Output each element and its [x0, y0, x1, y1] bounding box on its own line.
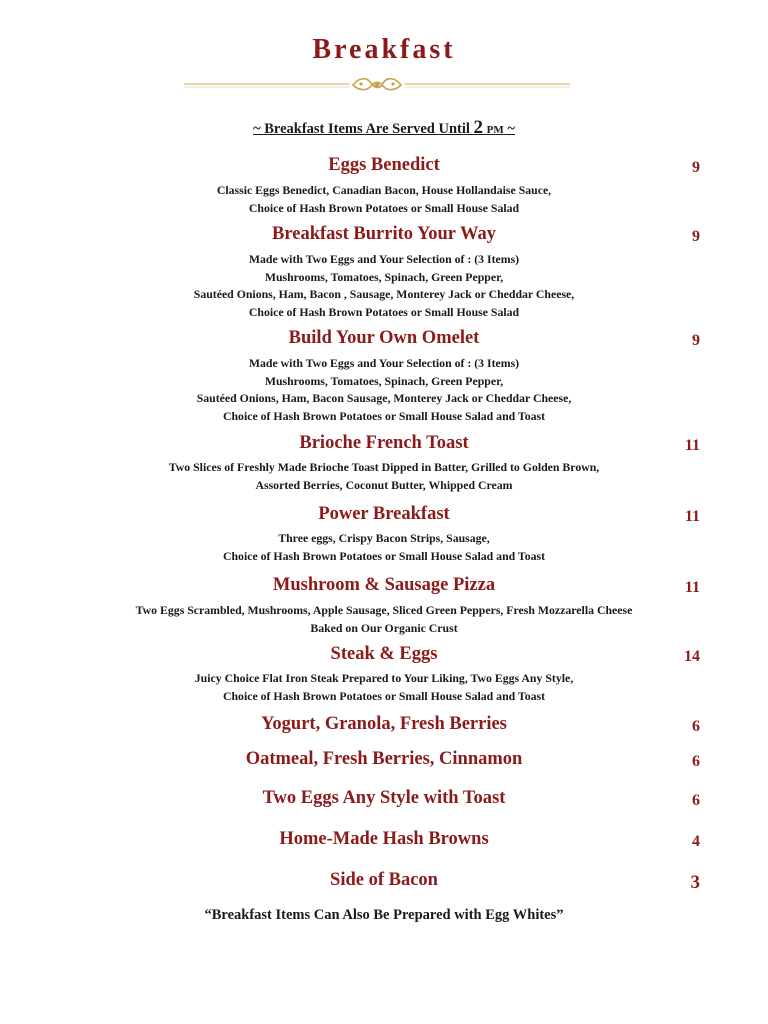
menu-item-description — [0, 355, 768, 425]
serving-hours-prefix: ~ Breakfast Items Are Served Until — [253, 121, 474, 137]
menu-item-name: Breakfast Burrito Your Way — [272, 224, 496, 244]
description-line: Juicy Choice Flat Iron Steak Prepared to Your Liking, Two Eggs Any Style, — [194, 671, 574, 685]
menu-item-name: Home-Made Hash Browns — [279, 829, 489, 849]
menu-item-name: Mushroom & Sausage Pizza — [272, 575, 496, 595]
menu-item-name: Eggs Benedict — [328, 155, 440, 175]
menu-item-name: Yogurt, Granola, Fresh Berries — [261, 714, 507, 734]
description-line: Made with Two Eggs and Your Selection of : (3 Items) — [248, 252, 520, 266]
description-line: Choice of Hash Brown Potatoes or Small House Salad — [248, 200, 520, 215]
page-title: Breakfast — [312, 34, 456, 65]
description-line: Sautéed Onions, Ham, Bacon , Sausage, Monterey Jack or Cheddar Cheese, — [193, 287, 575, 301]
description-line: Two Slices of Freshly Made Brioche Toast Dipped in Batter, Grilled to Golden Brown, — [168, 460, 600, 474]
menu-item-name: Brioche French Toast — [299, 433, 469, 453]
description-line: Assorted Berries, Coconut Butter, Whipped Cream — [255, 477, 513, 492]
menu-item-price: 9 — [692, 159, 700, 176]
menu-item-price: 6 — [692, 753, 700, 770]
menu-item-name: Oatmeal, Fresh Berries, Cinnamon — [245, 749, 523, 769]
menu-item-description — [0, 602, 768, 637]
description-line: Classic Eggs Benedict, Canadian Bacon, House Hollandaise Sauce, — [216, 183, 552, 197]
description-line: Baked on Our Organic Crust — [310, 620, 458, 635]
description-line: Made with Two Eggs and Your Selection of : (3 Items) — [248, 356, 520, 370]
description-line: Choice of Hash Brown Potatoes or Small House Salad — [248, 304, 520, 319]
menu-item-name: Side of Bacon — [330, 870, 438, 890]
menu-item-price: 4 — [692, 833, 700, 850]
menu-item-price: 9 — [692, 332, 700, 349]
description-line: Choice of Hash Brown Potatoes or Small House Salad and Toast — [222, 408, 546, 423]
menu-item-price: 14 — [684, 648, 700, 665]
serving-hours-unit: PM — [486, 124, 504, 136]
menu-item-name: Power Breakfast — [318, 504, 450, 524]
description-line: Sautéed Onions, Ham, Bacon Sausage, Monterey Jack or Cheddar Cheese, — [196, 391, 572, 405]
menu-item-name: Two Eggs Any Style with Toast — [262, 788, 506, 808]
egg-whites-note: “Breakfast Items Can Also Be Prepared with Egg Whites” — [204, 907, 564, 923]
menu-item-description — [0, 182, 768, 217]
menu-item-description — [0, 530, 768, 565]
menu-item-description — [0, 670, 768, 705]
menu-item-description — [0, 251, 768, 321]
flourish-icon — [349, 77, 405, 93]
description-line: Mushrooms, Tomatoes, Spinach, Green Pepper, — [264, 269, 504, 284]
menu-item-price: 3 — [690, 872, 700, 893]
serving-hours-suffix: ~ — [503, 121, 515, 137]
ornament-divider — [184, 70, 570, 100]
menu-item-name: Build Your Own Omelet — [288, 328, 480, 348]
menu-item-price: 11 — [684, 508, 700, 525]
menu-item-description — [0, 459, 768, 494]
menu-item-price: 11 — [684, 579, 700, 596]
description-line: Choice of Hash Brown Potatoes or Small House Salad and Toast — [222, 548, 546, 563]
description-line: Two Eggs Scrambled, Mushrooms, Apple Sausage, Sliced Green Peppers, Fresh Mozzarella Cheese — [135, 603, 633, 617]
menu-item-price: 9 — [692, 228, 700, 245]
serving-hours-hour: 2 — [473, 117, 484, 138]
serving-hours-note — [0, 117, 768, 139]
menu-item-name: Steak & Eggs — [330, 644, 438, 664]
menu-item-price: 11 — [684, 437, 700, 454]
description-line: Mushrooms, Tomatoes, Spinach, Green Pepper, — [264, 373, 504, 388]
menu-item-price: 6 — [692, 792, 700, 809]
description-line: Choice of Hash Brown Potatoes or Small House Salad and Toast — [222, 688, 546, 703]
description-line: Three eggs, Crispy Bacon Strips, Sausage, — [278, 531, 490, 545]
menu-item-price: 6 — [692, 718, 700, 735]
